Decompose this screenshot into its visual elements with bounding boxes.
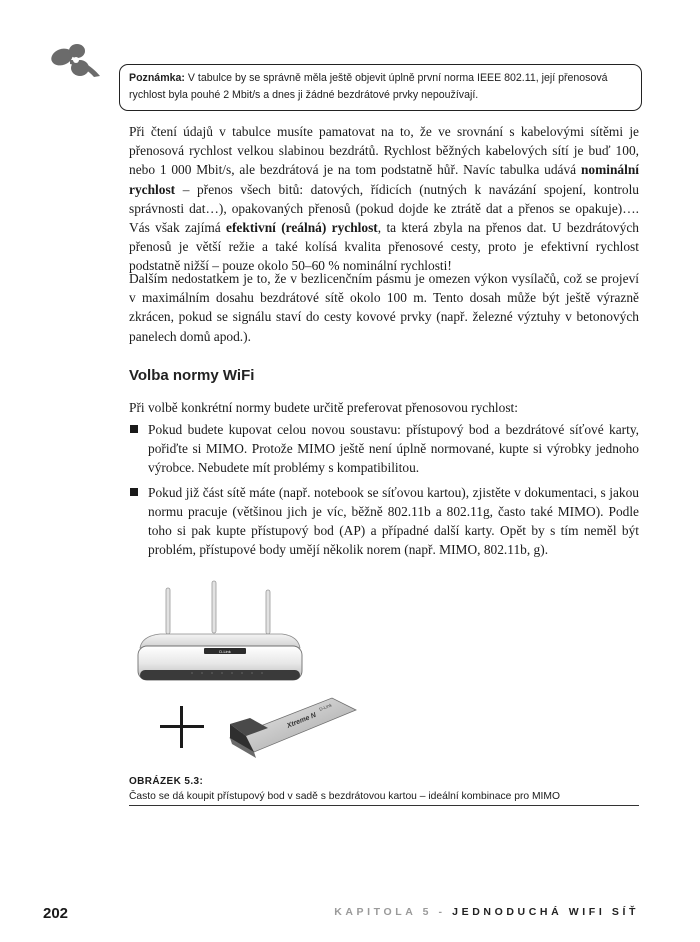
square-bullet-icon [130, 488, 138, 496]
bold-term-effective: efektivní (reálná) rychlost [226, 220, 378, 236]
paragraph-range: Dalším nedostatkem je to, že v bezlicenčním pásmu je omezen výkon vysílačů, což se projeví v maximálním dosahu bezdrátové sítě okolo 100 m. Tento dosah může být ještě výrazně zkrácen, pokud se signálu staví do cesty kovové prvky (např. železné výztuhy v betonových panelech domů apod.). [129, 271, 639, 344]
list-item [129, 420, 639, 478]
paragraph-text: Při čtení údajů v tabulce musíte pamatovat na to, že ve srovnání s kabelovými sítěmi je přenosová rychlost velkou slabinou bezdrátů. Rychlost běžných kabelových sítí je buď 100, nebo 1 000 Mbit/s, ale bezdrátová je na tom podstatně hůř. Navíc tabulka udává [129, 124, 639, 178]
figure-label: OBRÁZEK 5.3: [129, 776, 204, 787]
section-heading: Volba normy WiFi [129, 367, 255, 384]
card-brand-text: D-Link [318, 702, 333, 712]
list-item-text: Pokud již část sítě máte (např. notebook se síťovou kartou), zjistěte v dokumentaci, s jakou normu pracuje (většinou jich je víc, běžně 802.11b a 802.11g, často také MIMO). Podle toho si pak kupte přístupový bod (AP) a případné další karty. Opět by s tím neměl být problém, přístupové body umějí několik norem (např. MIMO, 802.11b, g). [148, 484, 639, 558]
note-label: Poznámka: [129, 72, 185, 84]
bold-term-nominal: nominální rychlost [129, 162, 639, 197]
router-antenna-middle [212, 581, 216, 633]
chapter-title: JEDNODUCHÁ WIFI SÍŤ [452, 906, 639, 918]
note-flower-icon [50, 42, 102, 84]
paragraph-intro: Při volbě konkrétní normy budete určitě preferovat přenosovou rychlost: [129, 400, 518, 415]
running-footer [334, 906, 639, 918]
bullet-list [129, 420, 639, 564]
router-antenna-left [166, 588, 170, 634]
paragraph-speed [129, 122, 639, 276]
figure-router-and-card [132, 578, 372, 768]
router-brand-text: D-Link [219, 649, 231, 654]
footer-separator: - [432, 906, 453, 918]
router-antenna-right [266, 590, 270, 634]
list-item [129, 483, 639, 560]
note-text: V tabulce by se správně měla ještě objevit úplně první norma IEEE 802.11, její přenosová rychlost byla pouhé 2 Mbit/s a dnes ji žádné bezdrátové prvky nepoužívají. [129, 72, 608, 101]
paragraph-text: , ta která zbyla na přenos dat. U bezdrátových přenosů je větší režie a také kolísá kvalita přenosové cesty, proto je efektivní rychlost podstatně nižší – pouze okolo 50–60 % nominální rychlosti! [129, 220, 639, 274]
page-number: 202 [43, 905, 69, 922]
list-item-text: Pokud budete kupovat celou novou soustavu: přístupový bod a bezdrátové síťové karty, pořiďte si MIMO. Protože MIMO ještě není úplně normované, kupte si výrobky jednoho výrobce. Nebudete mít problémy s kompatibilitou. [148, 422, 639, 476]
card-model-text: Xtreme N [286, 711, 318, 730]
paragraph-text: – přenos všech bitů: datových, řídicích (nutných k navázání spojení, kontrolu správnosti dat…), opakovaných přenosů (pokud dojde ke ztrátě dat a přenos se opakuje)…. Vás však zajímá [129, 181, 639, 236]
wireless-card-image [230, 698, 356, 758]
plus-icon [160, 706, 204, 748]
square-bullet-icon [130, 425, 138, 433]
figure-caption: Často se dá koupit přístupový bod v sadě s bezdrátovou kartou – ideální kombinace pro MIMO [129, 790, 639, 806]
note-box [119, 64, 642, 111]
chapter-label: KAPITOLA 5 [334, 906, 433, 918]
router-image [138, 581, 302, 680]
